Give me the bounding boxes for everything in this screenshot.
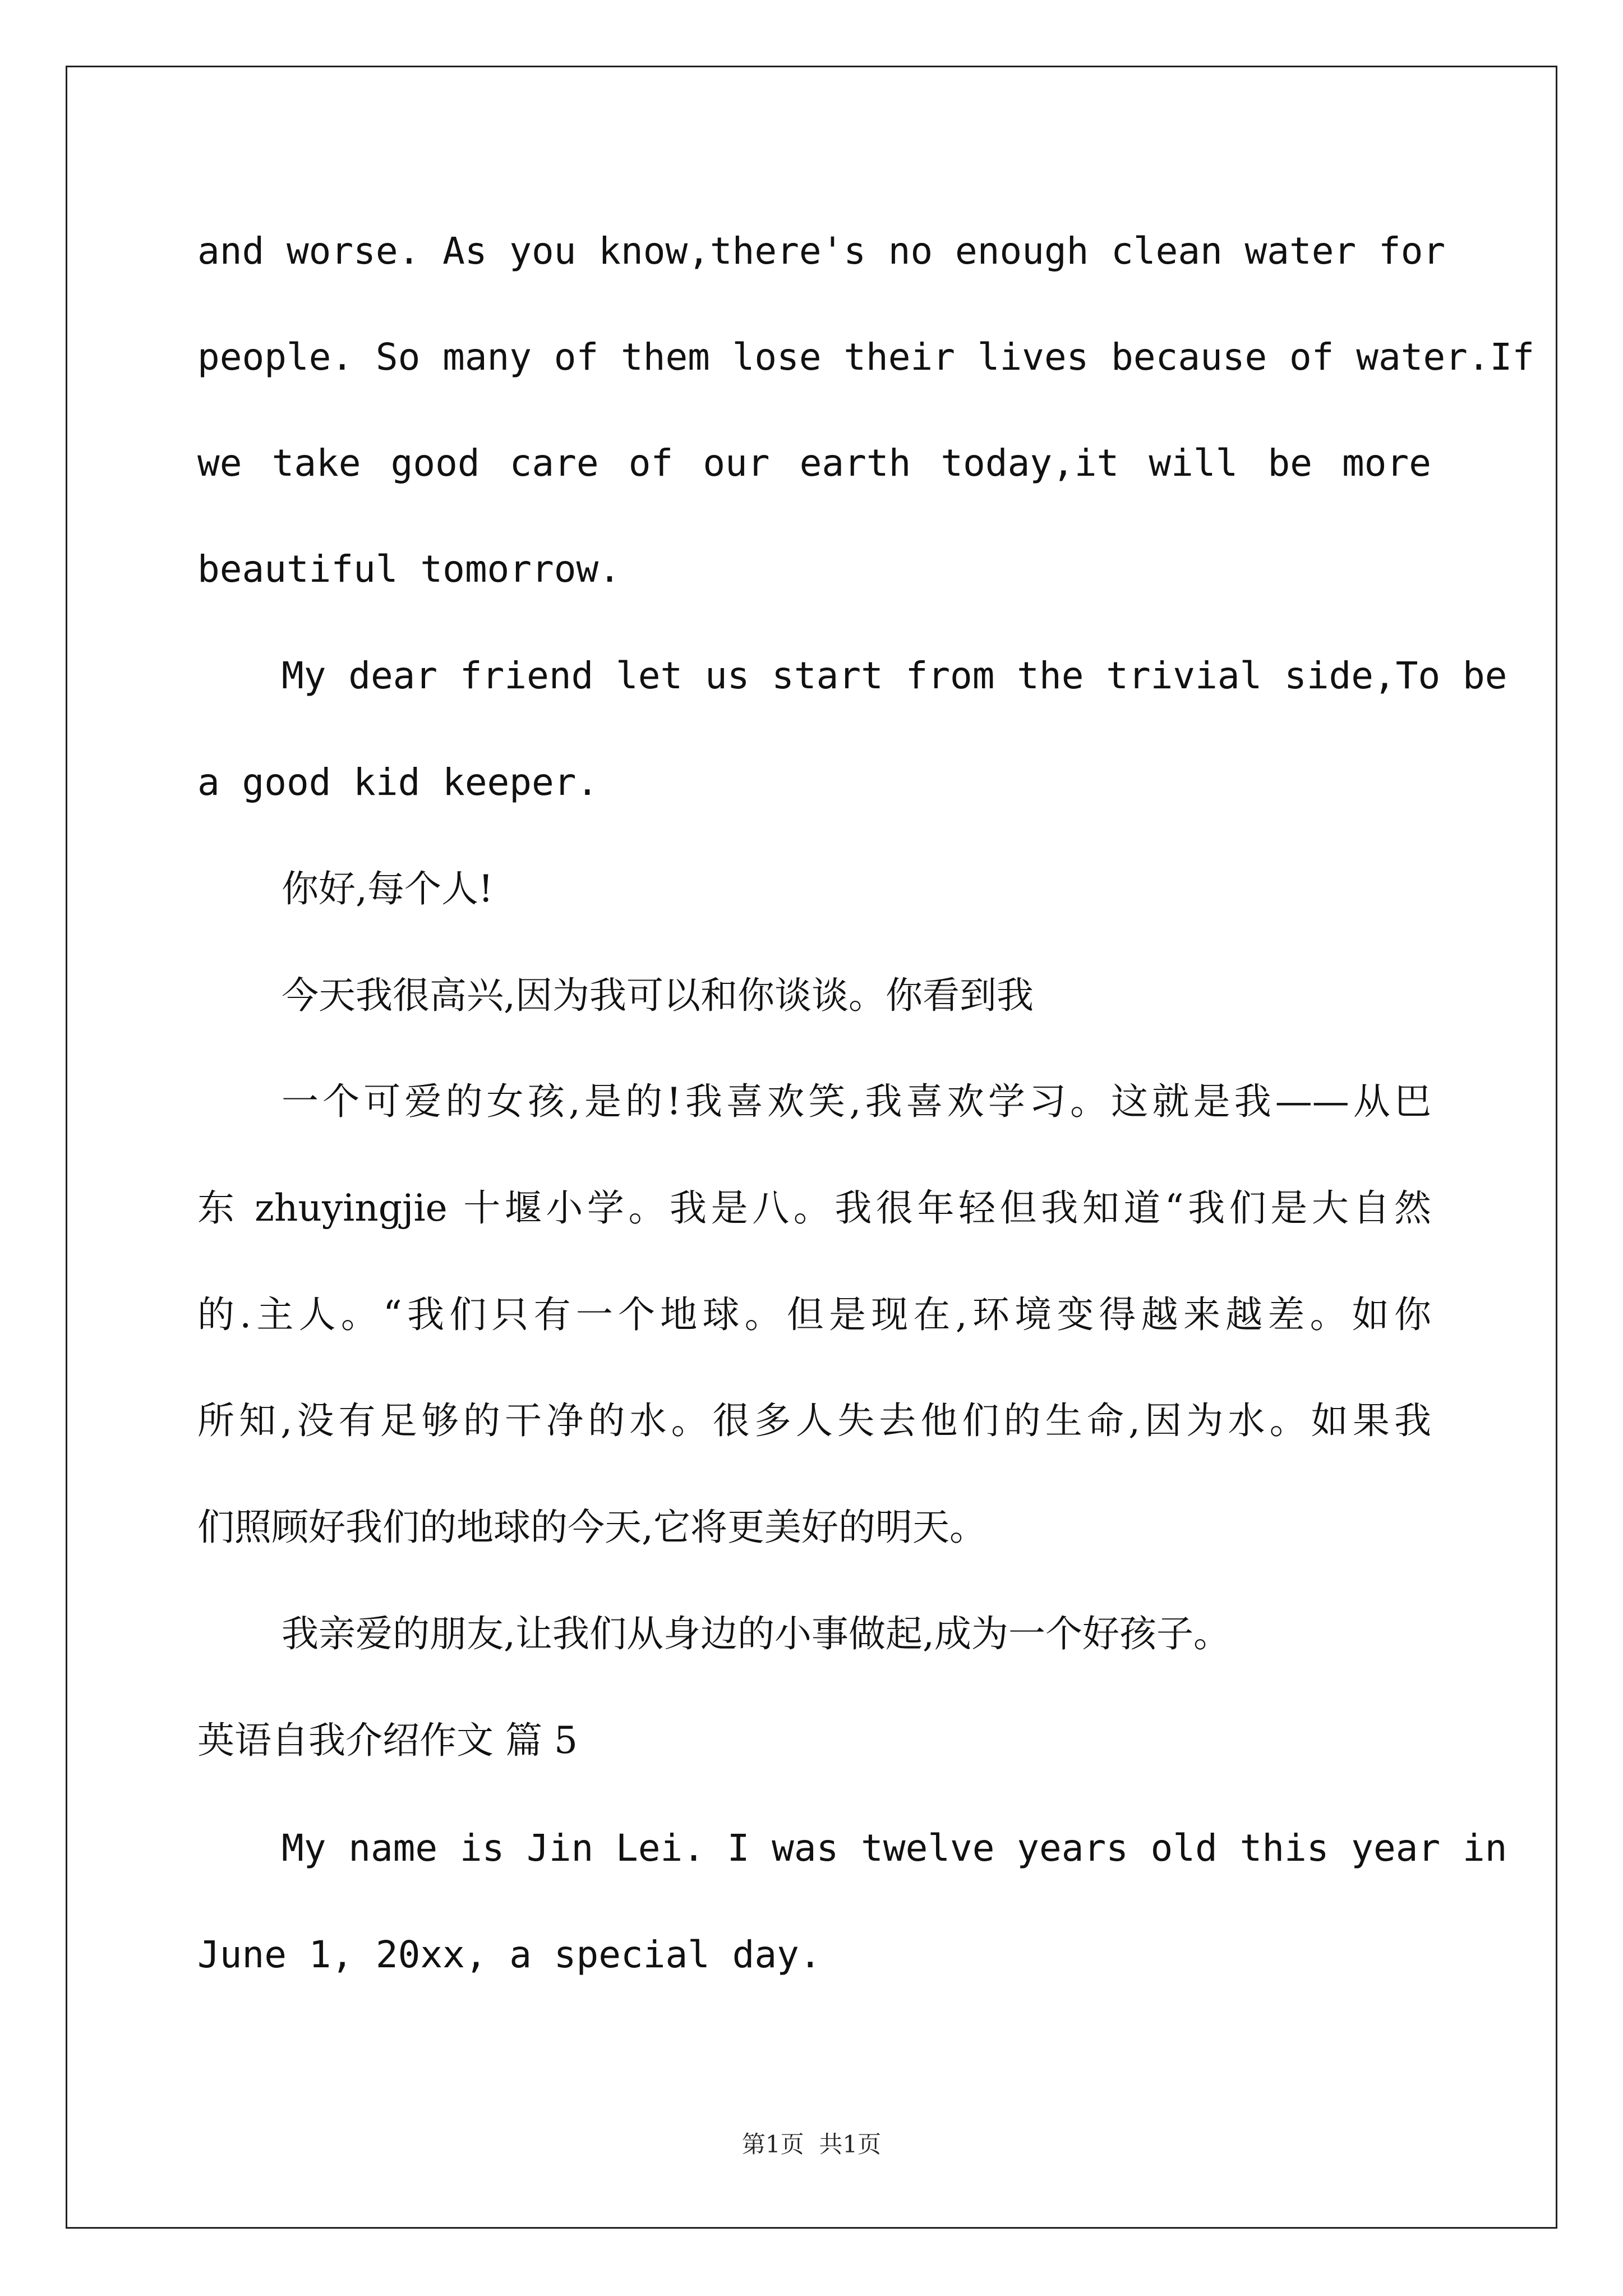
text-line: 东 zhuyingjie 十堰小学。我是八。我很年轻但我知道“我们是大自然 — [197, 1186, 1431, 1230]
text-line: My name is Jin Lei. I was twelve years old this year in — [282, 1826, 1507, 1870]
text-line: 我亲爱的朋友,让我们从身边的小事做起,成为一个好孩子。 — [282, 1612, 1230, 1655]
text-line: people. So many of them lose their lives because of water.If — [197, 335, 1535, 379]
page-number: 第1页 共1页 — [741, 2131, 882, 2158]
text-line: a good kid keeper. — [197, 761, 599, 804]
text-line: we take good care of our earth today,it will be more — [197, 441, 1431, 485]
text-line: 一个可爱的女孩,是的!我喜欢笑,我喜欢学习。这就是我——从巴 — [282, 1080, 1431, 1123]
text-line: 的.主人。“我们只有一个地球。但是现在,环境变得越来越差。如你 — [197, 1293, 1431, 1336]
text-line: June 1, 20xx, a special day. — [197, 1933, 822, 1976]
text-line: and worse. As you know,there's no enough clean water for — [197, 229, 1446, 273]
page-border — [66, 66, 1557, 2229]
text-line: 今天我很高兴,因为我可以和你谈谈。你看到我 — [282, 974, 1034, 1017]
text-line: beautiful tomorrow. — [197, 547, 621, 591]
text-line: 你好,每个人! — [282, 867, 494, 910]
text-line: My dear friend let us start from the trivial side,To be — [282, 654, 1507, 697]
section-heading: 英语自我介绍作文 篇 5 — [197, 1719, 578, 1762]
text-line: 所知,没有足够的干净的水。很多人失去他们的生命,因为水。如果我 — [197, 1399, 1431, 1442]
text-line: 们照顾好我们的地球的今天,它将更美好的明天。 — [197, 1506, 986, 1549]
